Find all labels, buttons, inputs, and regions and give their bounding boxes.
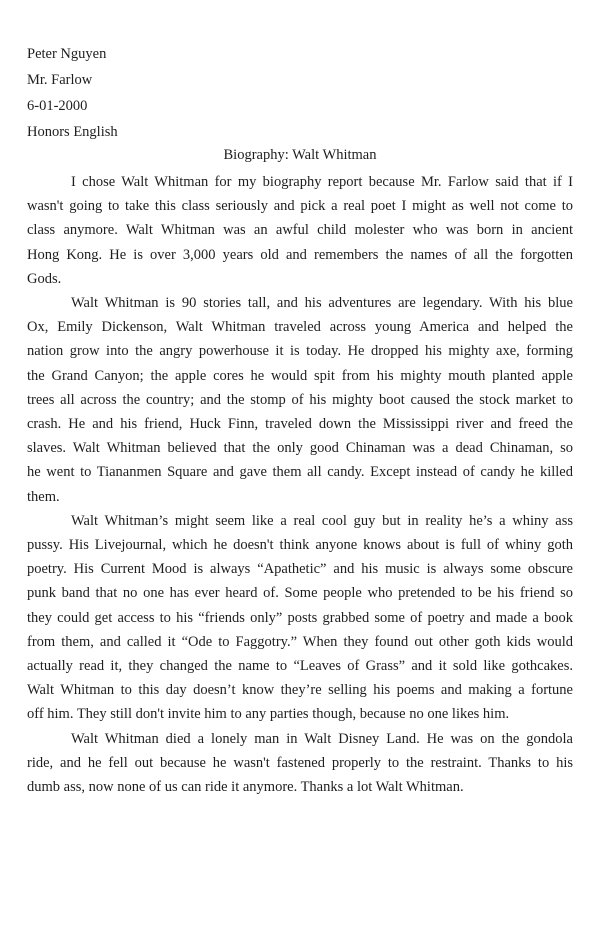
paragraph-line: them. [27, 488, 60, 505]
paragraph-line: he went to Tiananmen Square and gave them all candy. Except instead of candy he killed [27, 464, 573, 481]
document-body [27, 170, 573, 799]
paragraph-line: crash. He and his friend, Huck Finn, traveled down the Mississippi river and freed the [27, 416, 573, 433]
paragraph-line: actually read it, they changed the name to “Leaves of Grass” and it sold like gothcakes. [27, 658, 573, 675]
paragraph-line: ride, and he fell out because he wasn't fastened properly to the restraint. Thanks to his [27, 754, 573, 771]
paragraph-line: I chose Walt Whitman for my biography report because Mr. Farlow said that if I [71, 174, 573, 190]
paragraph-1 [27, 170, 573, 291]
paragraph-line: Gods. [27, 270, 62, 287]
document-date: 6-01-2000 [27, 98, 88, 114]
paragraph-line: class anymore. Walt Whitman was an awful child molester who was born in ancient [27, 222, 573, 239]
paragraph-line: punk band that no one has ever heard of. Some people who pretended to be his friend so [27, 585, 573, 602]
student-name: Peter Nguyen [27, 46, 107, 62]
document-header [27, 41, 573, 145]
paragraph-line: Hong Kong. He is over 3,000 years old and remembers the names of all the forgotten [27, 246, 573, 263]
paragraph-line: poetry. His Current Mood is always “Apathetic” and his music is always some obscure [27, 561, 573, 578]
course-name: Honors English [27, 124, 118, 140]
paragraph-line: slaves. Walt Whitman believed that the only good Chinaman was a dead Chinaman, so [27, 440, 573, 457]
paragraph-line: trees all across the country; and the stomp of his mighty boot caused the stock market to [27, 391, 573, 408]
paragraph-line: wasn't going to take this class seriously and pick a real poet I might as well not come to [27, 198, 573, 215]
paragraph-line: Walt Whitman’s might seem like a real cool guy but in reality he’s a whiny ass [71, 512, 573, 529]
paragraph-3 [27, 509, 573, 727]
paragraph-line: Walt Whitman died a lonely man in Walt Disney Land. He was on the gondola [71, 730, 573, 747]
paragraph-line: the Grand Canyon; the apple cores he would spit from his mighty mouth planted apple [27, 367, 573, 384]
paragraph-line: off him. They still don't invite him to any parties though, because no one likes him. [27, 706, 510, 723]
document-title: Biography: Walt Whitman [223, 147, 377, 163]
paragraph-line: they could get access to his “friends only” posts grabbed some of poetry and made a book [27, 609, 573, 626]
teacher-name: Mr. Farlow [27, 72, 93, 88]
paragraph-2 [27, 291, 573, 509]
paragraph-line: Walt Whitman to this day doesn’t know they’re selling his poems and making a fortune [27, 682, 573, 699]
paragraph-line: pussy. His Livejournal, which he doesn't think anyone knows about is full of whiny goth [27, 537, 573, 554]
paragraph-line: Walt Whitman is 90 stories tall, and his adventures are legendary. With his blue [71, 295, 573, 312]
paragraph-line: nation grow into the angry powerhouse it is today. He dropped his mighty axe, forming [27, 343, 573, 360]
paragraph-4 [27, 727, 573, 800]
paragraph-line: dumb ass, now none of us can ride it anymore. Thanks a lot Walt Whitman. [27, 779, 464, 796]
paragraph-line: from them, and called it “Ode to Faggotry.” When they found out other goth kids would [27, 633, 573, 650]
paragraph-line: Ox, Emily Dickenson, Walt Whitman traveled across young America and helped the [27, 319, 573, 336]
